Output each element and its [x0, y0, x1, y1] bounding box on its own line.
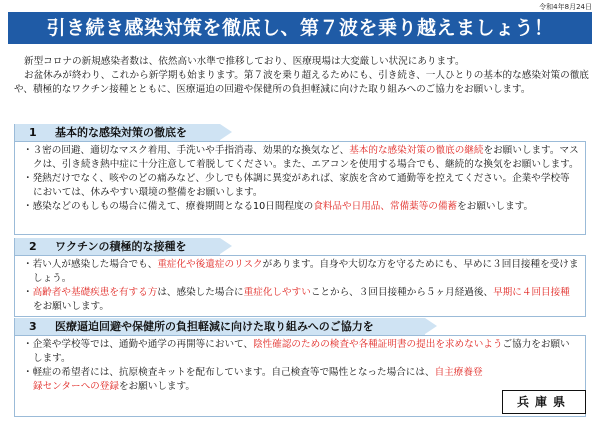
intro-paragraph-2: お盆休みが終わり、これから新学期も始まります。第７波を乗り超えるためにも、引き続き、一人ひとりの基本的な感染対策の徹底や、積極的なワクチン接種とともに、医療逼迫の回避や保健所の負担軽減に向けた取り組みへのご協力をお願いします。: [14, 70, 589, 95]
section-2-body: [14, 255, 586, 317]
emphasis-text: 高齢者や基礎疾患を有する方: [32, 287, 158, 298]
section-1-body: [14, 141, 586, 235]
section-1-header: [14, 124, 220, 141]
emphasis-text: 陰性確認のための検査や各種証明書の提出を求めないよう: [253, 339, 503, 350]
list-item: ・感染などのもしもの場合に備えて、療養期間となる10日間程度の食料品や日用品、常備薬等の備蓄をお願いします。: [23, 201, 534, 212]
section-3-title: 医療逼迫回避や保健所の負担軽減に向けた取り組みへのご協力を: [55, 320, 374, 333]
list-item: ・発熱だけでなく、咳やのどの痛みなど、少しでも体調に異変があれば、家族を含めて通勤等を控えてください。企業や学校等においては、休みやすい環境の整備をお願いします。: [23, 173, 570, 198]
emphasis-text: 基本的な感染対策の徹底の継続: [349, 145, 484, 156]
emphasis-text: 重症化や後遺症のリスク: [157, 259, 263, 270]
emphasis-text: 早期に４回目接種: [493, 287, 570, 298]
section-2-title: ワクチンの積極的な接種を: [55, 240, 187, 253]
list-item: ・軽症の希望者には、抗原検査キットを配布しています。自己検査等で陽性となった場合には、自主療養登録センターへの登録をお願いします。: [23, 367, 483, 392]
list-item: ・企業や学校等では、通勤や通学の再開等において、陰性確認のための検査や各種証明書の提出を求めないようご協力をお願いします。: [23, 339, 570, 364]
section-3-body: [14, 335, 586, 417]
emphasis-text: 重症化しやすい: [243, 287, 311, 298]
list-item: ・３密の回避、適切なマスク着用、手洗いや手指消毒、効果的な換気など、基本的な感染対策の徹底の継続をお願いします。マスクは、引き続き熱中症に十分注意して着脱してください。また、エアコンを使用する場合でも、継続的な換気をお願いします。: [23, 145, 579, 170]
section-3-number: 3: [29, 320, 37, 333]
section-3-header: [14, 318, 425, 335]
section-2-number: 2: [29, 240, 37, 253]
intro-paragraph-1: 新型コロナの新規感染者数は、依然高い水準で推移しており、医療現場は大変厳しい状況にあります。: [24, 56, 465, 67]
list-item: ・高齢者や基礎疾患を有する方は、感染した場合に重症化しやすいことから、３回目接種から５ヶ月経過後、早期に４回目接種をお願いします。: [23, 287, 570, 312]
section-2-header: [14, 238, 220, 255]
list-item: ・若い人が感染した場合でも、重症化や後遺症のリスクがあります。自身や大切な方を守るためにも、早めに３回目接種を受けましょう。: [23, 259, 579, 284]
section-1-number: 1: [29, 126, 37, 139]
page-title: 引き続き感染対策を徹底し、第７波を乗り越えましょう！: [8, 12, 592, 44]
issuer-label: 兵庫県: [502, 390, 586, 414]
emphasis-text: 自主療養登録センターへの登録: [33, 367, 483, 392]
issue-date: 令和4年8月24日: [539, 3, 592, 11]
intro-text: [14, 55, 590, 97]
section-1-title: 基本的な感染対策の徹底を: [55, 126, 187, 139]
emphasis-text: 食料品や日用品、常備薬等の備蓄: [313, 201, 458, 212]
